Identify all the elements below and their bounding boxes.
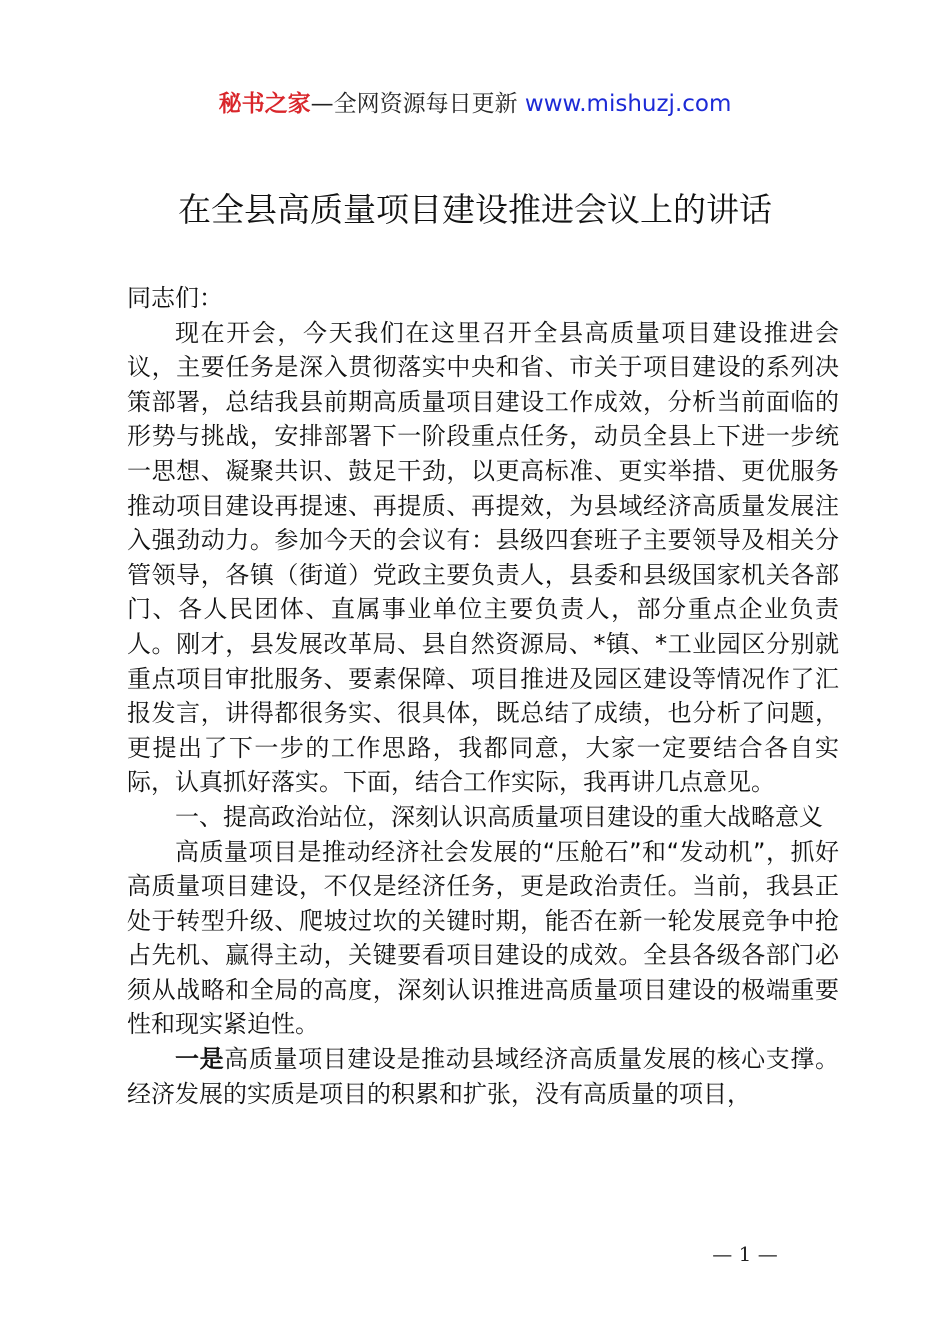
salutation: 同志们： — [127, 284, 223, 312]
point-text: 高质量项目建设是推动县域经济高质量发展的核心支撑。经济发展的实质是项目的积累和扩张，没有高质量的项目， — [127, 1045, 840, 1108]
point-paragraph — [127, 1042, 839, 1111]
section-heading: 一、提高政治站位，深刻认识高质量项目建设的重大战略意义 — [175, 802, 823, 831]
section-paragraph: 高质量项目是推动经济社会发展的“压舱石”和“发动机”，抓好高质量项目建设，不仅是经济任务，更是政治责任。当前，我县正处于转型升级、爬坡过坎的关键时期，能否在新一轮发展竞争中抢占先机、赢得主动，关键要看项目建设的成效。全县各级各部门必须从战略和全局的高度，深刻认识推进高质量项目建设的极端重要性和现实紧迫性。 — [127, 837, 839, 1039]
document-body — [127, 281, 839, 1111]
site-banner — [0, 88, 950, 120]
point-lead: 一是 — [175, 1045, 225, 1074]
site-url-link[interactable]: www.mishuzj.com — [524, 91, 732, 117]
intro-paragraph: 现在开会，今天我们在这里召开全县高质量项目建设推进会议，主要任务是深入贯彻落实中央和省、市关于项目建设的系列决策部署，总结我县前期高质量项目建设工作成效，分析当前面临的形势与挑战，安排部署下一阶段重点任务，动员全县上下进一步统一思想、凝聚共识、鼓足干劲，以更高标准、更实举措、更优服务推动项目建设再提速、再提质、再提效，为县域经济高质量发展注入强劲动力。参加今天的会议有：县级四套班子主要领导及相关分管领导，各镇（街道）党政主要负责人，县委和县级国家机关各部门、各人民团体、直属事业单位主要负责人，部分重点企业负责人。刚才，县发展改革局、县自然资源局、*镇、*工业园区分别就重点项目审批服务、要素保障、项目推进及园区建设等情况作了汇报发言，讲得都很务实、很具体，既总结了成绩，也分析了问题，更提出了下一步的工作思路，我都同意，大家一定要结合各自实际，认真抓好落实。下面，结合工作实际，我再讲几点意见。 — [127, 318, 839, 797]
site-brand: 秘书之家 — [218, 91, 311, 117]
document-title: 在全县高质量项目建设推进会议上的讲话 — [178, 190, 772, 229]
page-number: — 1 — — [712, 1242, 778, 1266]
site-tagline: —全网资源每日更新 — [310, 91, 518, 117]
